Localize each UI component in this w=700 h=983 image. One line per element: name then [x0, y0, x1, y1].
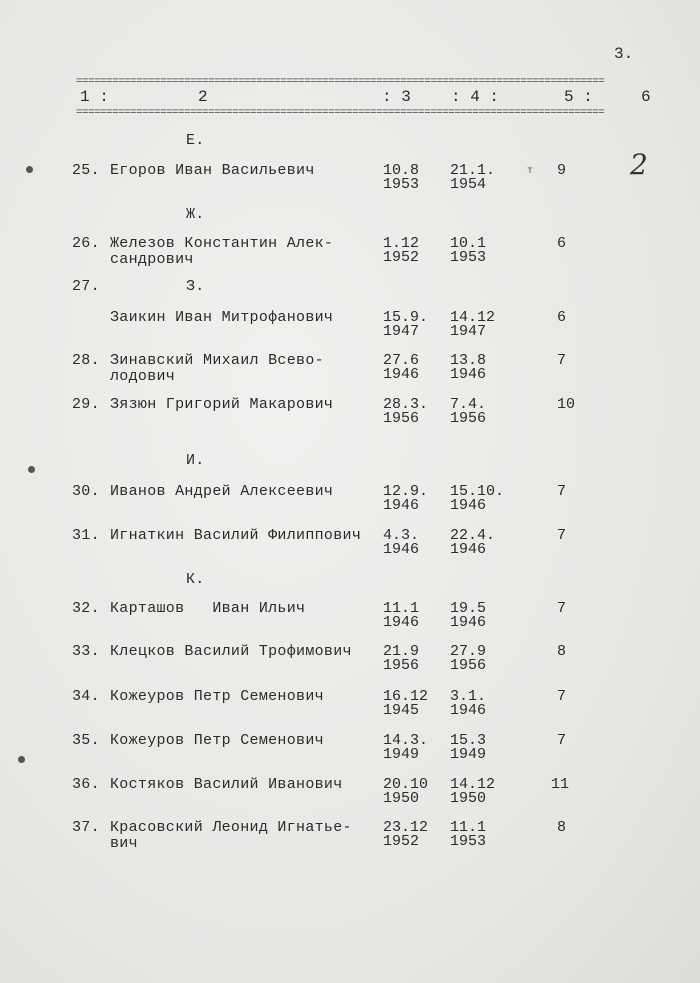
row-name: Заикин Иван Митрофанович — [110, 309, 334, 326]
row-col5: 7 — [557, 527, 567, 544]
stray-mark: т — [527, 166, 534, 177]
row-col5: 7 — [557, 483, 567, 500]
row-date-end: 19.5 1946 — [450, 600, 487, 631]
punch-hole-mark — [26, 166, 33, 173]
row-name: Кожеуров Петр Семенович — [110, 732, 324, 749]
row-col5: 7 — [557, 352, 567, 369]
row-name: Зязюн Григорий Макарович — [110, 396, 334, 413]
row-date-end: 14.12 1947 — [450, 309, 496, 340]
row-date-start: 15.9. 1947 — [383, 309, 429, 340]
row-col5: 6 — [557, 235, 567, 252]
header-col-1: 1 : — [80, 88, 109, 106]
row-number: 30. — [72, 483, 100, 500]
row-name: Кожеуров Петр Семенович — [110, 688, 324, 705]
punch-hole-mark — [18, 756, 25, 763]
row-number: 31. — [72, 527, 100, 544]
punch-hole-mark — [28, 466, 35, 473]
row-date-end: 22.4. 1946 — [450, 527, 496, 558]
row-name-continuation: вич — [110, 835, 138, 852]
row-date-start: 12.9. 1946 — [383, 483, 429, 514]
header-col-6: 6 — [641, 88, 651, 106]
header-col-4: : 4 : — [451, 88, 500, 106]
row-col5: 7 — [557, 688, 567, 705]
row-date-start: 1.12 1952 — [383, 235, 420, 266]
section-letter-k: К. — [186, 571, 205, 588]
row-name: Карташов Иван Ильич — [110, 600, 306, 617]
row-name: Красовский Леонид Игнатье- — [110, 819, 352, 836]
section-letter-zh: Ж. — [186, 206, 205, 223]
row-number: 27. — [72, 278, 100, 295]
section-letter-e: Е. — [186, 132, 205, 149]
row-date-end: 21.1. 1954 — [450, 162, 496, 193]
row-number: 35. — [72, 732, 100, 749]
row-name: Егоров Иван Васильевич — [110, 162, 315, 179]
row-number: 25. — [72, 162, 100, 179]
row-date-start: 4.3. 1946 — [383, 527, 420, 558]
row-number: 37. — [72, 819, 100, 836]
row-col5: 8 — [557, 819, 567, 836]
row-name: Иванов Андрей Алексеевич — [110, 483, 334, 500]
row-col5: 6 — [557, 309, 567, 326]
row-date-start: 28.3. 1956 — [383, 396, 429, 427]
header-col-5: 5 : — [564, 88, 593, 106]
row-date-start: 10.8 1953 — [383, 162, 420, 193]
section-letter-i: И. — [186, 452, 205, 469]
row-name-continuation: лодович — [110, 368, 176, 385]
handwritten-mark: 2 — [630, 148, 648, 181]
row-date-end: 15.10. 1946 — [450, 483, 505, 514]
page-number: 3. — [614, 45, 634, 63]
row-number: 34. — [72, 688, 100, 705]
row-date-start: 27.6 1946 — [383, 352, 420, 383]
row-number: 32. — [72, 600, 100, 617]
row-number: 28. — [72, 352, 100, 369]
row-date-end: 11.1 1953 — [450, 819, 487, 850]
row-name: Клецков Василий Трофимович — [110, 643, 352, 660]
row-col5: 10 — [557, 396, 576, 413]
row-name: Зинавский Михаил Всево- — [110, 352, 324, 369]
row-date-end: 27.9 1956 — [450, 643, 487, 674]
row-date-end: 14.12 1950 — [450, 776, 496, 807]
row-name: Железов Константин Алек- — [110, 235, 334, 252]
row-col5: 7 — [557, 600, 567, 617]
row-col5: 11 — [551, 776, 570, 793]
row-col5: 8 — [557, 643, 567, 660]
row-name-continuation: сандрович — [110, 251, 194, 268]
row-number: 36. — [72, 776, 100, 793]
header-col-3: : 3 — [382, 88, 411, 106]
row-number: 26. — [72, 235, 100, 252]
row-date-end: 13.8 1946 — [450, 352, 487, 383]
header-rule-top: ======================================================================================== — [76, 76, 605, 88]
row-date-end: 3.1. 1946 — [450, 688, 487, 719]
row-date-start: 14.3. 1949 — [383, 732, 429, 763]
row-date-start: 16.12 1945 — [383, 688, 429, 719]
section-letter-z: З. — [186, 278, 205, 295]
row-date-start: 20.10 1950 — [383, 776, 429, 807]
row-date-start: 21.9 1956 — [383, 643, 420, 674]
row-date-end: 10.1 1953 — [450, 235, 487, 266]
row-date-end: 7.4. 1956 — [450, 396, 487, 427]
row-col5: 7 — [557, 732, 567, 749]
row-number: 29. — [72, 396, 100, 413]
row-date-end: 15.3 1949 — [450, 732, 487, 763]
row-col5: 9 — [557, 162, 567, 179]
row-date-start: 23.12 1952 — [383, 819, 429, 850]
header-rule-bottom: ======================================================================================== — [76, 107, 605, 119]
row-number: 33. — [72, 643, 100, 660]
row-name: Игнаткин Василий Филиппович — [110, 527, 362, 544]
header-col-2: 2 — [198, 88, 208, 106]
row-name: Костяков Василий Иванович — [110, 776, 343, 793]
row-date-start: 11.1 1946 — [383, 600, 420, 631]
